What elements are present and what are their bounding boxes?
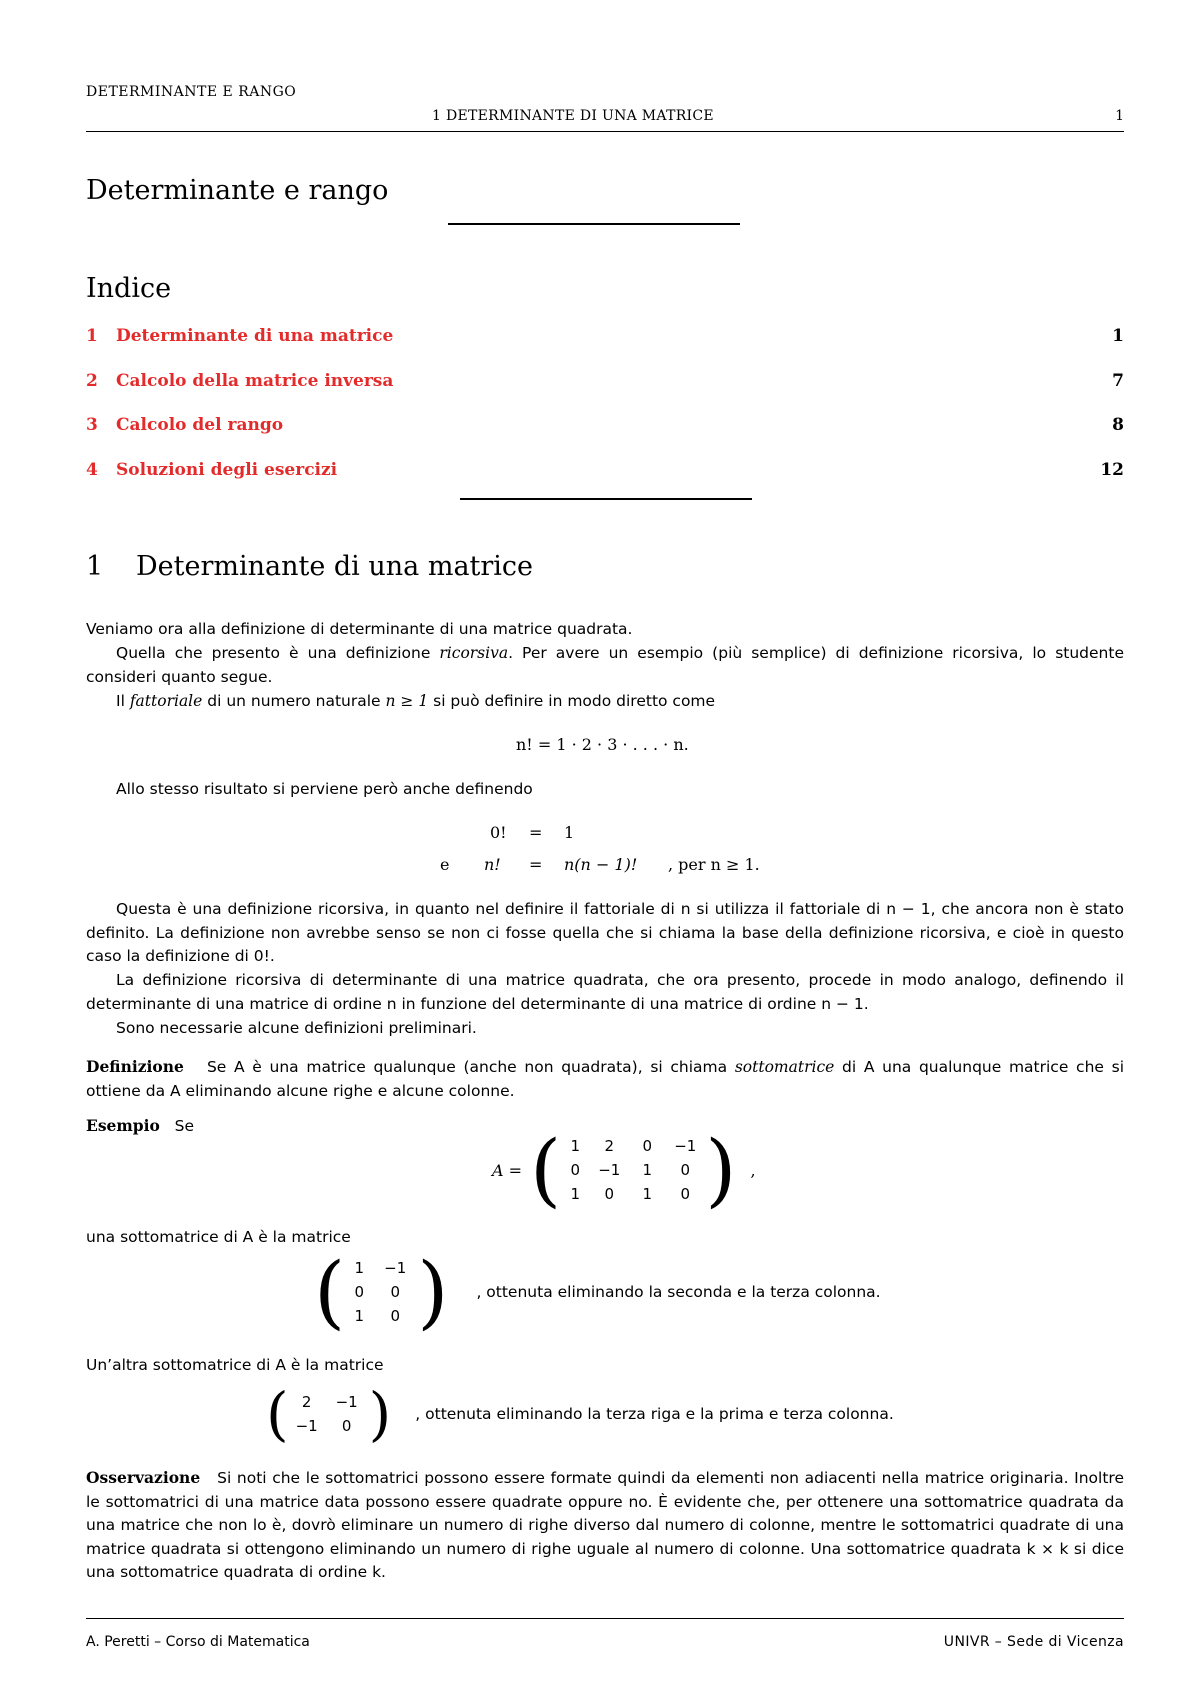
definition-label: Definizione <box>86 1057 184 1076</box>
footer-author: A. Peretti – Corso di Matematica <box>86 1634 310 1650</box>
toc-entry-page: 7 <box>1112 371 1124 391</box>
section-heading <box>86 551 533 582</box>
equation-factorial: n! = 1 · 2 · 3 · . . . · n. <box>516 735 689 754</box>
header-rule <box>86 131 1124 132</box>
left-paren: ( <box>314 1245 346 1338</box>
emphasis-sottomatrice: sottomatrice <box>734 1058 835 1076</box>
eq-line1-lhs: 0! <box>490 823 507 842</box>
paragraph-same-result: Allo stesso risultato si perviene però anche definendo <box>116 780 533 798</box>
sub1-intro: una sottomatrice di A è la matrice <box>86 1228 351 1246</box>
paragraph-recursive-explain: Questa è una definizione ricorsiva, in quanto nel definire il fattoriale di n si utilizza il fattoriale di n − 1, che ancora non è stato definito. La definizione non avrebbe senso se non ci fosse quella che si chiama la base della definizione ricorsiva, e cioè in questo caso la definizione di 0!. <box>86 900 1124 965</box>
page <box>86 0 1124 1698</box>
right-paren: ) <box>417 1245 449 1338</box>
footer-institution: UNIVR – Sede di Vicenza <box>943 1634 1124 1650</box>
toc-entry-4[interactable] <box>86 460 1124 484</box>
toc-divider <box>460 498 752 500</box>
eq-line1-equals: = <box>529 823 543 842</box>
eq-line2-prefix: e <box>440 855 450 874</box>
running-header-section: 1 DETERMINANTE DI UNA MATRICE <box>432 108 714 124</box>
left-paren: ( <box>530 1123 562 1216</box>
toc-entry-link[interactable]: Determinante di una matrice <box>116 326 394 346</box>
toc-entry-number: 4 <box>86 460 98 480</box>
paragraph-determinant-recursive: La definizione ricorsiva di determinante di una matrice quadrata, che ora presento, procede in modo analogo, definendo il determinante di una matrice di ordine n in funzione del determinante di una matrice di ordine n − 1. <box>86 971 1124 1013</box>
submatrix-2: ( 2 −1 −1 0 ) , ottenuta eliminando la terza riga e la prima e terza colonna. <box>266 1380 894 1448</box>
eq-line2-condition: , per n ≥ 1. <box>668 855 760 874</box>
section-number: 1 <box>86 551 104 582</box>
paragraph-preliminary: Sono necessarie alcune definizioni preliminari. <box>116 1019 477 1037</box>
emphasis-ricorsiva: ricorsiva <box>439 644 509 662</box>
matrix-a-entries: 1 2 0 −1 0 −1 1 0 1 0 1 0 <box>570 1137 697 1203</box>
title-divider <box>448 223 740 225</box>
toc-entry-3[interactable] <box>86 415 1124 439</box>
definition-block: Definizione Se A è una matrice qualunque (anche non quadrata), si chiama sottomatrice di A una qualunque matrice che si ottiene da A eliminando alcune righe e alcune colonne. <box>86 1057 1125 1100</box>
eq-line1-rhs: 1 <box>564 823 575 842</box>
toc-entry-link[interactable]: Calcolo della matrice inversa <box>116 371 394 391</box>
observation-block: Osservazione Si noti che le sottomatrici possono essere formate quindi da elementi non adiacenti nella matrice originaria. Inoltre le sottomatrici di una matrice data possono essere quadrate oppure no. È evidente che, per ottenere una sottomatrice quadrata da una matrice che non lo è, dovrò eliminare un numero di righe diverso dal numero di colonne, mentre le sottomatrici quadrate di una matrice quadrata si ottengono eliminando un numero di righe uguale al numero di colonne. Una sottomatrice quadrata k × k si dice una sottomatrice quadrata di ordine k. <box>86 1468 1124 1581</box>
section-title: Determinante di una matrice <box>136 551 534 582</box>
toc-entry-number: 1 <box>86 326 98 346</box>
matrix-a: A = ( 1 2 0 −1 0 −1 1 0 1 0 1 0 ) , <box>492 1123 756 1216</box>
eq-line2-rhs: n(n − 1)! <box>564 855 638 874</box>
toc-entry-page: 1 <box>1112 326 1124 346</box>
toc-entry-link[interactable]: Calcolo del rango <box>116 415 284 435</box>
toc-heading: Indice <box>86 273 172 304</box>
running-header-title: DETERMINANTE E RANGO <box>86 84 297 100</box>
example-block: Esempio Se <box>86 1116 195 1135</box>
toc-entry-page: 12 <box>1100 460 1124 480</box>
matrix-a-label: A = <box>492 1160 523 1180</box>
right-paren: ) <box>368 1380 392 1448</box>
observation-label: Osservazione <box>86 1468 201 1487</box>
toc-entry-1[interactable] <box>86 326 1124 350</box>
eq-line2-equals: = <box>529 855 543 874</box>
paragraph-intro: Veniamo ora alla definizione di determinante di una matrice quadrata. <box>86 620 633 638</box>
submatrix-2-entries: 2 −1 −1 0 <box>295 1393 358 1435</box>
toc-entry-page: 8 <box>1112 415 1124 435</box>
right-paren: ) <box>705 1123 737 1216</box>
toc-entry-2[interactable] <box>86 371 1124 395</box>
submatrix-1-entries: 1 −1 0 0 1 0 <box>354 1259 407 1325</box>
submatrix-1: ( 1 −1 0 0 1 0 ) , ottenuta eliminando la seconda e la terza colonna. <box>314 1245 881 1338</box>
paragraph-factorial: Il fattoriale di un numero naturale n ≥ 1 si può definire in modo diretto come <box>116 692 716 710</box>
paragraph-recursive: Quella che presento è una definizione ricorsiva. Per avere un esempio (più semplice) di definizione ricorsiva, lo studente consideri quanto segue. <box>86 644 1124 686</box>
example-label: Esempio <box>86 1116 160 1135</box>
left-paren: ( <box>266 1380 289 1448</box>
toc-entry-number: 2 <box>86 371 98 391</box>
sub2-intro: Un’altra sottomatrice di A è la matrice <box>86 1356 384 1374</box>
footer-rule <box>86 1618 1124 1619</box>
emphasis-fattoriale: fattoriale <box>129 692 203 710</box>
eq-line2-lhs: n! <box>484 855 501 874</box>
toc-entry-link[interactable]: Soluzioni degli esercizi <box>116 460 338 480</box>
toc-entry-number: 3 <box>86 415 98 435</box>
document-title: Determinante e rango <box>86 175 389 206</box>
running-header-page-number: 1 <box>1115 108 1124 124</box>
